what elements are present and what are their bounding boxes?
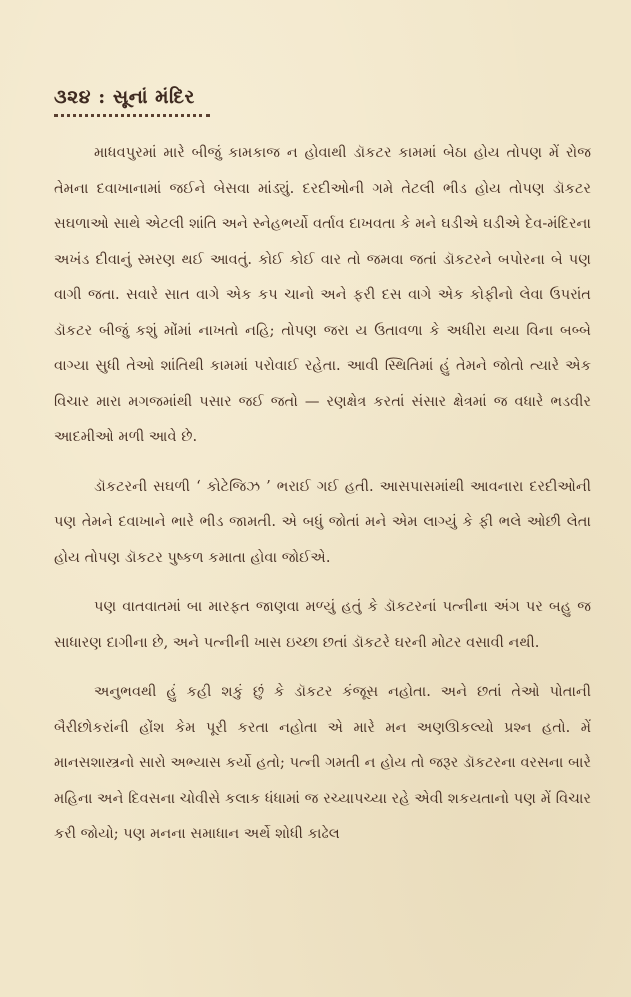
page-header: ૩૨૪ : સૂનાં મંદિર [54,86,195,108]
paragraph: પણ વાતવાતમાં બા મારફત જાણવા મળ્યું હતું કે ડૉકટરનાં પત્નીના અંગ પર બહુ જ સાધારણ દાગીના છે, અને પત્નીની ખાસ ઇચ્છા છતાં ડૉકટરે ઘરની મોટર વસાવી નથી. [54,598,591,651]
paragraph: માધવપુરમાં મારે બીજું કામકાજ ન હોવાથી ડૉકટર કામમાં બેઠા હોય તોપણ મેં રોજ તેમના દવાખાનામાં જઈને બેસવા માંડ્યું. દરદીઓની ગમે તેટલી ભીડ હોય તોપણ ડૉકટર સઘળાઓ સાથે એટલી શાંતિ અને સ્નેહભર્યો વર્તાવ દાખવતા કે મને ઘડીએ ઘડીએ દેવ-મંદિરના અખંડ દીવાનું સ્મરણ થઈ આવતું. કોઈ કોઈ વાર તો જમવા જતાં ડૉકટરને બપોરના બે પણ વાગી જતા. સવારે સાત વાગે એક કપ ચાનો અને ફરી દસ વાગે એક કોફીનો લેવા ઉપરાંત ડૉકટર બીજું કશું મોંમાં નાખતો નહિ; તોપણ જરા ય ઉતાવળા કે અધીરા થયા વિના બબ્બે વાગ્યા સુધી તેઓ શાંતિથી કામમાં પરોવાઈ રહેતા. આવી સ્થિતિમાં હું તેમને જોતો ત્યારે એક વિચાર મારા મગજમાંથી પસાર જઈ જતો — રણક્ષેત્ર કરતાં સંસાર ક્ષેત્રમાં જ વધારે ભડવીર આદમીઓ મળી આવે છે. [54,144,591,445]
paragraph: ડૉકટરની સઘળી ‘ કોટેજિઝ ’ ભરાઈ ગઈ હતી. આસપાસમાંથી આવનારા દરદીઓની પણ તેમને દવાખાને ભારે ભીડ જામતી. એ બધું જોતાં મને એમ લાગ્યું કે ફી ભલે ઓછી લેતા હોય તોપણ ડૉકટર પુષ્કળ કમાતા હોવા જોઈએ. [54,477,591,566]
dotted-divider [54,114,210,117]
paragraph: અનુભવથી હું કહી શકું છું કે ડૉકટર કંજૂસ નહોતા. અને છતાં તેઓ પોતાની બૈરીછોકરાંની હોંશ કેમ પૂરી કરતા નહોતા એ મારે મન અણઊકલ્યો પ્રશ્ન હતો. મેં માનસશાસ્ત્રનો સારો અભ્યાસ કર્યો હતો; પત્ની ગમતી ન હોય તો જરૂર ડૉકટરના વરસના બારે મહિના અને દિવસના ચોવીસે કલાક ધંધામાં જ રચ્યાપચ્યા રહે એવી શકયતાનો પણ મેં વિચાર કરી જોયો; પણ મનના સમાધાન અર્થે શોધી કાઢેલ [54,683,591,842]
page-body [54,135,591,852]
